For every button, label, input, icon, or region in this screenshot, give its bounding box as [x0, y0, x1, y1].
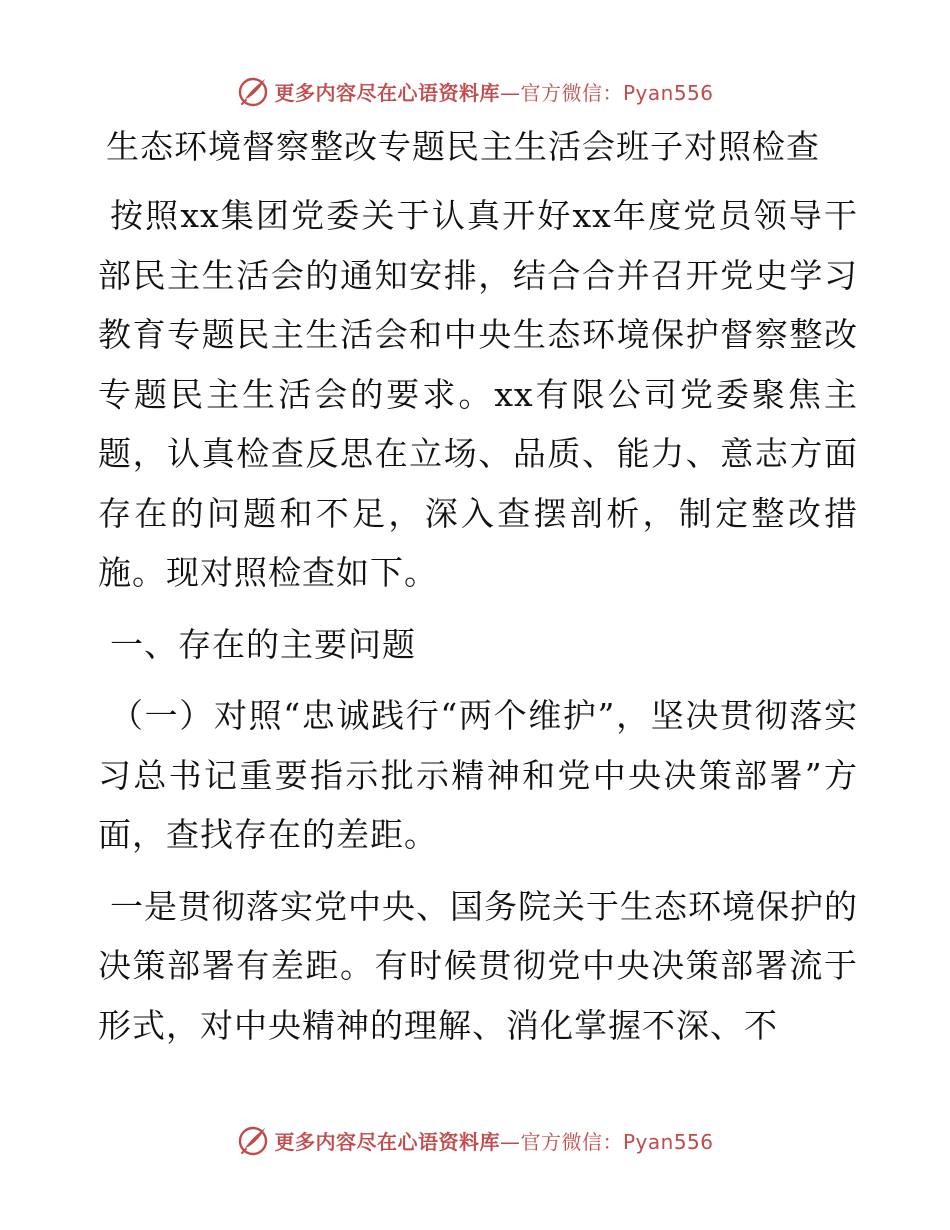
document-title: 生态环境督察整改专题民主生活会班子对照检查	[106, 127, 820, 166]
feather-quill-icon	[236, 1123, 270, 1157]
watermark-text	[274, 77, 713, 106]
intro-paragraph: 按照xx集团党委关于认真开好xx年度党员领导干部民主生活会的通知安排，结合合并召开党史学习教育专题民主生活会和中央生态环境保护督察整改专题民主生活会的要求。xx有限公司党委聚焦主题，认真检查反思在立场、品质、能力、意志方面存在的问题和不足，深入查摆剖析，制定整改措施。现对照检查如下。	[98, 196, 858, 592]
document-body	[98, 122, 858, 1067]
section-heading: 一、存在的主要问题	[110, 624, 416, 664]
subsection-heading: （一）对照“忠诚践行“两个维护”，坚决贯彻落实习总书记重要指示批示精神和党中央决策部署”方面，查找存在的差距。	[98, 696, 858, 854]
footer-watermark-banner	[0, 1120, 950, 1160]
watermark-separator: —官方微信：	[499, 80, 623, 105]
watermark-main: 更多内容尽在心语资料库	[274, 1129, 500, 1154]
watermark-id: Pyan556	[622, 80, 714, 105]
watermark-main: 更多内容尽在心语资料库	[274, 80, 500, 105]
feather-quill-icon	[236, 74, 270, 108]
watermark-text	[274, 1126, 713, 1155]
header-watermark-banner	[0, 71, 950, 111]
watermark-separator: —官方微信：	[499, 1129, 623, 1154]
watermark-id: Pyan556	[622, 1129, 714, 1154]
point-paragraph: 一是贯彻落实党中央、国务院关于生态环境保护的决策部署有差距。有时候贯彻党中央决策部署流于形式，对中央精神的理解、消化掌握不深、不	[98, 886, 858, 1045]
